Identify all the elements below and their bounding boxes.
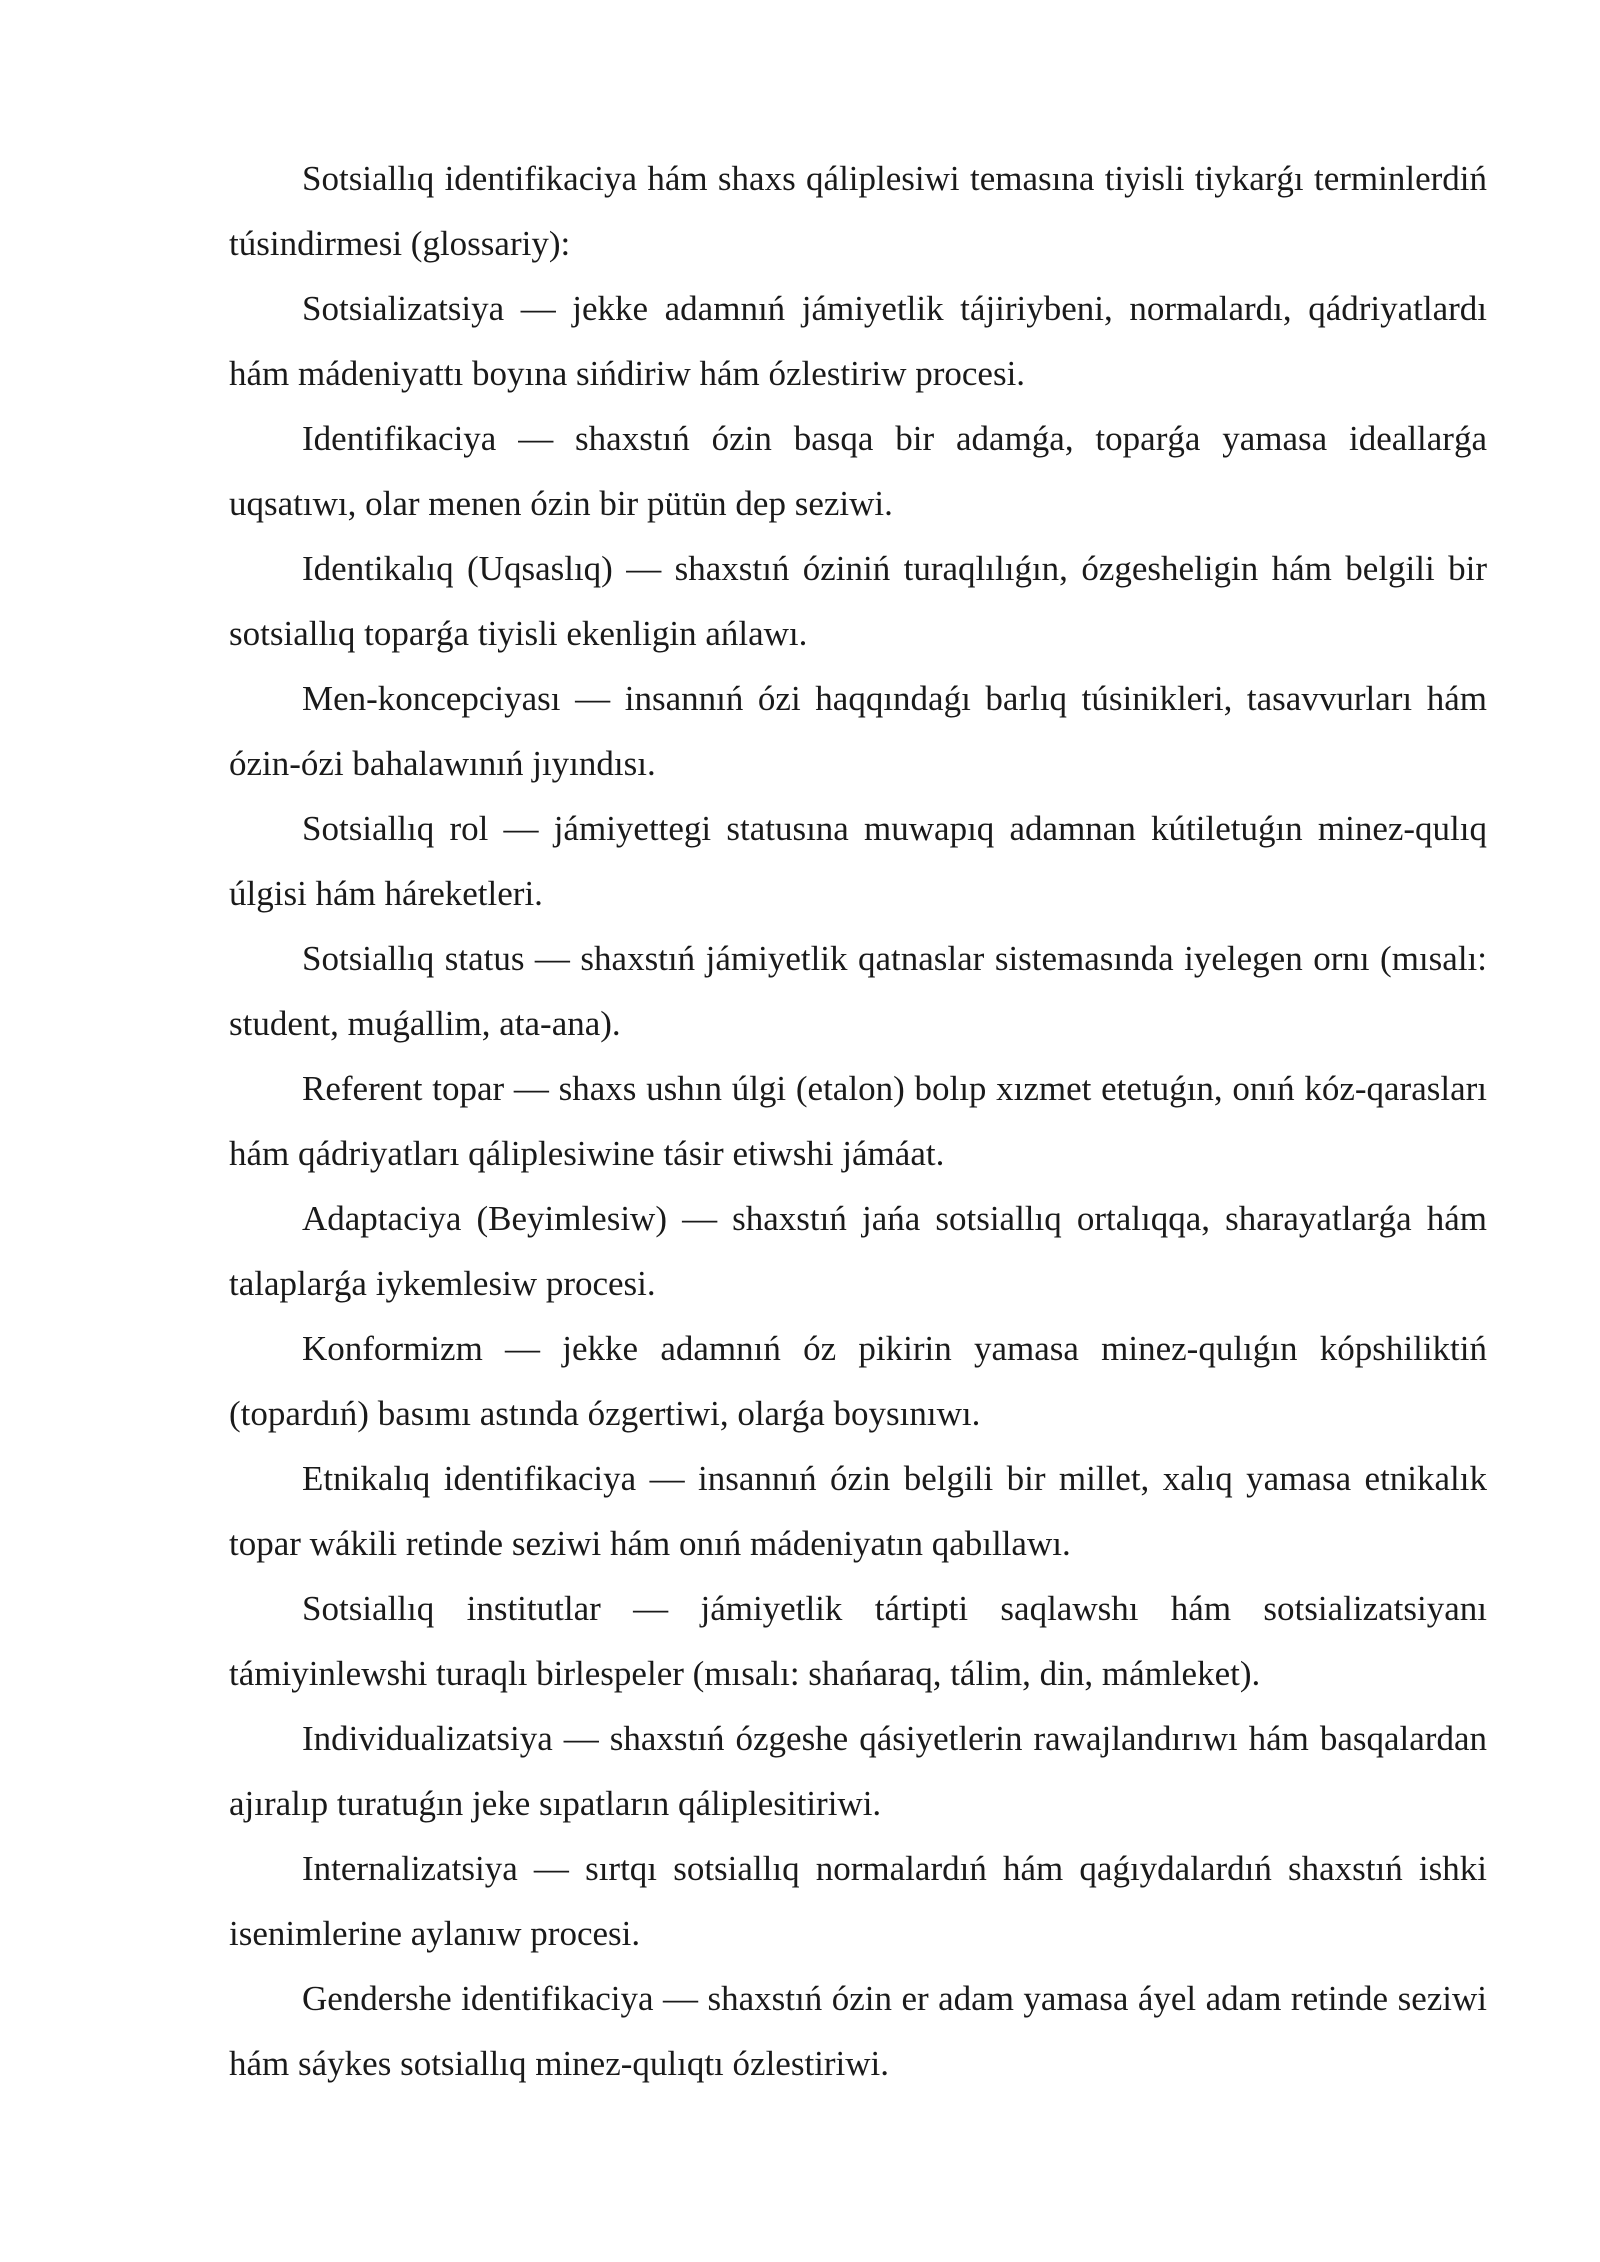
glossary-entry-individualizatsiya: Individualizatsiya — shaxstıń ózgeshe qásiyetlerin rawajlandırıwı hám basqalardan ajıralıp turatuǵın jeke sıpatların qáliplesitiriwi. [229, 1719, 1487, 1823]
glossary-entry-etnikaliq-identifikaciya: Etnikalıq identifikaciya — insannıń ózin belgili bir millet, xalıq yamasa etnikalık topar wákili retinde seziwi hám onıń mádeniyatın qabıllawı. [229, 1459, 1487, 1563]
glossary-entry-identikaliq: Identikalıq (Uqsaslıq) — shaxstıń óziniń turaqlılıǵın, ózgesheligin hám belgili bir sotsiallıq toparǵa tiyisli ekenligin ańlawı. [229, 549, 1487, 653]
glossary-intro: Sotsiallıq identifikaciya hám shaxs qáliplesiwi temasına tiyisli tiykarǵı terminlerdiń túsindirmesi (glossariy): [229, 159, 1487, 263]
glossary-entry-sotsialliq-rol: Sotsiallıq rol — jámiyettegi statusına muwapıq adamnan kútiletuǵın minez-qulıq úlgisi hám háreketleri. [229, 809, 1487, 913]
glossary-entry-konformizm: Konformizm — jekke adamnıń óz pikirin yamasa minez-qulıǵın kópshiliktiń (topardıń) basımı astında ózgertiwi, olarǵa boysınıwı. [229, 1329, 1487, 1433]
glossary-entry-sotsialliq-institutlar: Sotsiallıq institutlar — jámiyetlik tártipti saqlawshı hám sotsializatsiyanı támiyinlewshi turaqlı birlespeler (mısalı: shańaraq, tálim, din, mámleket). [229, 1589, 1487, 1693]
glossary-text [229, 146, 1487, 2096]
glossary-entry-referent-topar: Referent topar — shaxs ushın úlgi (etalon) bolıp xızmet etetuǵın, onıń kóz-qarasları hám qádriyatları qáliplesiwine tásir etiwshi jámáat. [229, 1069, 1487, 1173]
glossary-entry-adaptaciya: Adaptaciya (Beyimlesiw) — shaxstıń jańa sotsiallıq ortalıqqa, sharayatlarǵa hám talaplarǵa iykemlesiw procesi. [229, 1199, 1487, 1303]
glossary-entry-gendershe-identifikaciya: Gendershe identifikaciya — shaxstıń ózin er adam yamasa áyel adam retinde seziwi hám sáykes sotsiallıq minez-qulıqtı ózlestiriwi. [229, 1979, 1487, 2083]
glossary-entry-sotsialliq-status: Sotsiallıq status — shaxstıń jámiyetlik qatnaslar sistemasında iyelegen ornı (mısalı: student, muǵallim, ata-ana). [229, 939, 1487, 1043]
glossary-entry-men-koncepciyasi: Men-koncepciyası — insannıń ózi haqqındaǵı barlıq túsinikleri, tasavvurları hám ózin-ózi bahalawınıń jıyındısı. [229, 679, 1487, 783]
glossary-entry-sotsializatsiya: Sotsializatsiya — jekke adamnıń jámiyetlik tájiriybeni, normalardı, qádriyatlardı hám mádeniyattı boyına sińdiriw hám ózlestiriw procesi. [229, 289, 1487, 393]
glossary-entry-identifikaciya: Identifikaciya — shaxstıń ózin basqa bir adamǵa, toparǵa yamasa ideallarǵa uqsatıwı, olar menen ózin bir pütün dep seziwi. [229, 419, 1487, 523]
glossary-entry-internalizatsiya: Internalizatsiya — sırtqı sotsiallıq normalardıń hám qaǵıydalardıń shaxstıń ishki isenimlerine aylanıw procesi. [229, 1849, 1487, 1953]
